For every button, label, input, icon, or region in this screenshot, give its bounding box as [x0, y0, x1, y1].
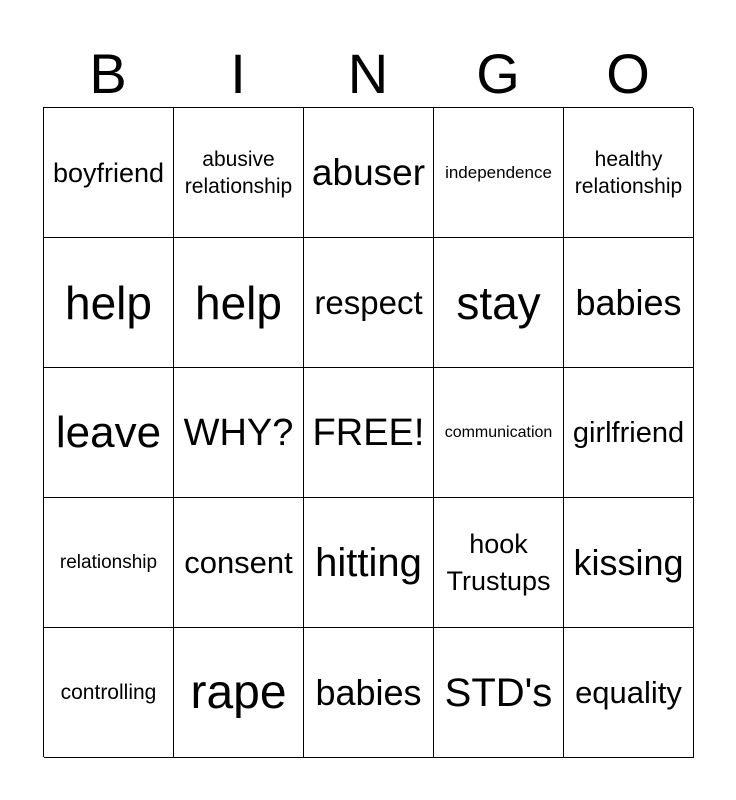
cell-label: leave	[55, 407, 162, 457]
bingo-cell[interactable]	[304, 628, 434, 758]
bingo-cell[interactable]	[434, 498, 564, 628]
header-letter-i: I	[230, 42, 246, 105]
bingo-cell[interactable]	[44, 238, 174, 368]
cell-label: STD's	[444, 670, 553, 715]
bingo-cell[interactable]	[434, 238, 564, 368]
cell-label: rape	[190, 665, 287, 719]
bingo-cell[interactable]	[304, 498, 434, 628]
cell-label: hitting	[315, 540, 422, 585]
header-letter-b: B	[89, 42, 127, 105]
bingo-cell[interactable]	[44, 498, 174, 628]
bingo-cell[interactable]	[564, 108, 694, 238]
bingo-cell[interactable]	[174, 108, 304, 238]
cell-label: independence	[445, 163, 552, 182]
bingo-cell[interactable]	[564, 498, 694, 628]
cell-label: babies	[315, 671, 422, 713]
bingo-cell[interactable]	[44, 368, 174, 498]
bingo-cell[interactable]	[564, 238, 694, 368]
header-letter-g: G	[476, 42, 520, 105]
cell-label: abusive relationship	[184, 147, 293, 198]
cell-label: abuser	[311, 151, 426, 193]
bingo-cell[interactable]	[434, 368, 564, 498]
header-letter-n: N	[347, 42, 389, 105]
cell-label: babies	[575, 281, 682, 323]
bingo-header	[43, 40, 693, 108]
cell-label: respect	[314, 283, 423, 321]
bingo-cell[interactable]	[304, 368, 434, 498]
cell-label: healthy relationship	[574, 147, 683, 198]
cell-label: stay	[456, 276, 541, 329]
cell-label: girlfriend	[572, 416, 685, 449]
cell-label: FREE!	[312, 411, 425, 454]
bingo-cell[interactable]	[304, 238, 434, 368]
cell-label: kissing	[573, 541, 684, 583]
cell-label: hook Trustups	[446, 528, 551, 596]
cell-label: relationship	[59, 552, 158, 573]
bingo-cell[interactable]	[44, 108, 174, 238]
cell-label: consent	[184, 544, 293, 580]
bingo-cell[interactable]	[304, 108, 434, 238]
bingo-cell[interactable]	[174, 238, 304, 368]
cell-label: boyfriend	[52, 157, 165, 188]
bingo-cell[interactable]	[434, 108, 564, 238]
cell-label: help	[65, 276, 152, 329]
cell-label: help	[195, 276, 282, 329]
bingo-grid	[43, 107, 693, 757]
cell-label: equality	[575, 674, 682, 710]
cell-label: controlling	[60, 681, 157, 704]
bingo-cell[interactable]	[564, 368, 694, 498]
bingo-cell[interactable]	[174, 628, 304, 758]
bingo-cell[interactable]	[434, 628, 564, 758]
bingo-cell[interactable]	[174, 368, 304, 498]
cell-label: WHY?	[183, 411, 294, 454]
bingo-cell[interactable]	[564, 628, 694, 758]
cell-label: communication	[444, 424, 553, 441]
bingo-cell[interactable]	[44, 628, 174, 758]
bingo-cell[interactable]	[174, 498, 304, 628]
header-letter-o: O	[606, 42, 650, 105]
